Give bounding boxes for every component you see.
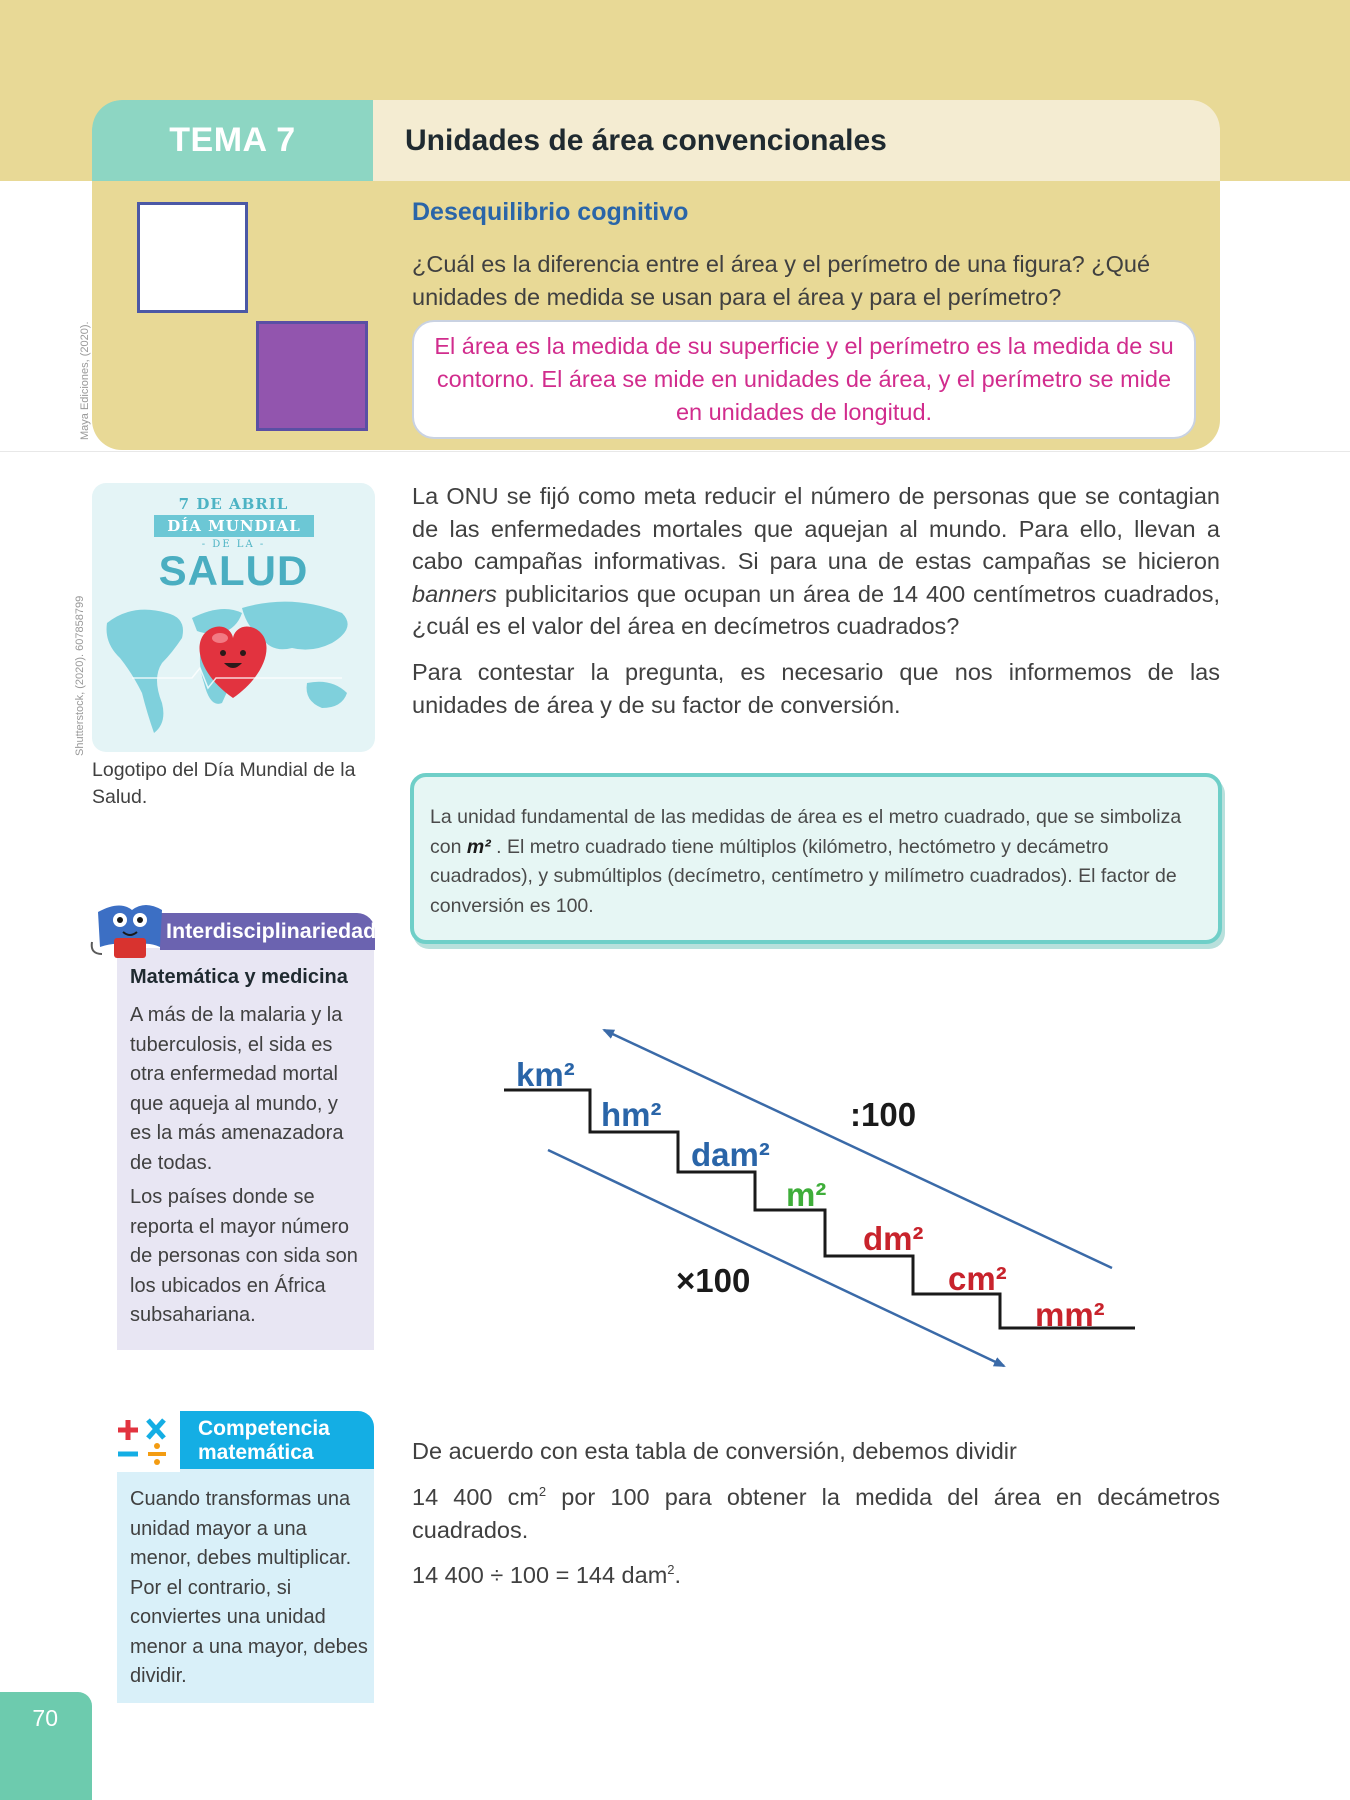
divide-arrow (604, 1030, 1112, 1268)
problem-text-part1: La ONU se fijó como meta reducir el número de personas que se contagian de las enfermedades mortales que aquejan al mundo. Para ello, llevan a cabo campañas informativas. Si para una de estas campañas se hicieron (412, 483, 1220, 574)
intro-paragraph: Para contestar la pregunta, es necesario que nos informemos de las unidades de área y de su factor de conversión. (412, 659, 1220, 718)
math-competence-title-2: matemática (198, 1441, 314, 1464)
logo-date: 7 DE ABRIL (178, 495, 289, 513)
unit-mm2: mm² (1035, 1296, 1105, 1333)
image-credit-shutterstock: Shutterstock, (2020). 607858799 (74, 595, 86, 756)
divide-label: :100 (850, 1096, 917, 1133)
page-number: 70 (32, 1705, 58, 1731)
world-map-heart-icon (92, 583, 375, 752)
unit-dam2: dam² (691, 1136, 770, 1173)
math-competence-banner (160, 1411, 374, 1469)
page-title: Unidades de área convencionales (373, 100, 1220, 181)
cognitive-question: ¿Cuál es la diferencia entre el área y el perímetro de una figura? ¿Qué unidades de medida se usan para el área y para el perímetro? (412, 251, 1151, 310)
interdisciplinary-text-2: Los países donde se reporta el mayor número de personas con sida son los ubicados en África subsahariana. (130, 1186, 358, 1326)
conclusion-calculation (412, 1559, 1220, 1592)
problem-paragraph (412, 480, 1220, 643)
multiply-label: ×100 (676, 1262, 751, 1299)
math-operations-icon (112, 1408, 180, 1472)
square-meter-symbol: m² (466, 835, 491, 858)
logo-salud: SALUD (158, 547, 309, 594)
conclusion-2-b: por 100 para obtener la medida del área en decámetros cuadrados. (412, 1484, 1220, 1543)
conclusion-3-sup: 2 (667, 1562, 675, 1578)
answer-box (412, 320, 1196, 439)
section-heading: Desequilibrio cognitivo (412, 198, 689, 226)
logo-dia-mundial: DÍA MUNDIAL (154, 515, 314, 537)
answer-text: El área es la medida de su superficie y el perímetro es la medida de su contorno. El área se mide en unidades de área, y el perímetro se mide en unidades de longitud. (434, 333, 1174, 425)
definition-box (410, 773, 1222, 944)
unit-hm2: hm² (601, 1096, 662, 1133)
definition-text-part1: La unidad fundamental de las medidas de área es el metro cuadrado, que se simboliza con (430, 806, 1182, 858)
definition-text-part2: . El metro cuadrado tiene múltiplos (kilómetro, hectómetro y decámetro cuadrados), y submúltiplos (decímetro, centímetro y milímetro cuadrados). El factor de conversión es 100. (430, 835, 1177, 917)
world-health-day-logo (92, 483, 375, 752)
image-credit-maya: Maya Ediciones, (2020). (79, 321, 91, 440)
unit-m2: m² (786, 1176, 827, 1213)
math-competence-text: Cuando transformas una unidad mayor a una menor, debes multiplicar. Por el contrario, si conviertes una unidad menor a una mayor, debes dividir. (130, 1488, 368, 1687)
interdisciplinary-banner: Interdisciplinariedad (160, 913, 375, 950)
area-units-staircase-diagram (490, 1010, 1150, 1390)
filled-square-figure (256, 321, 368, 431)
book-mascot-icon (90, 892, 168, 962)
multiply-arrow (548, 1150, 1004, 1366)
problem-text-banners: banners (412, 580, 497, 607)
section-divider (0, 451, 1350, 452)
math-competence-title-1: Competencia (198, 1417, 330, 1440)
topic-number-tab: TEMA 7 (92, 100, 373, 181)
logo-de-la: - DE LA - (201, 539, 266, 550)
conclusion-text-1: De acuerdo con esta tabla de conversión, debemos dividir (412, 1438, 1017, 1464)
conclusion-2-sup: 2 (538, 1484, 547, 1500)
interdisciplinary-text-1: A más de la malaria y la tuberculosis, el sida es otra enfermedad mortal que aqueja al mundo, y es la más amenazadora de todas. (130, 1004, 344, 1174)
conclusion-text-2 (412, 1481, 1220, 1546)
unit-km2: km² (516, 1056, 575, 1093)
conclusion-2-a: 14 400 cm (412, 1484, 539, 1510)
unit-cm2: cm² (948, 1260, 1007, 1297)
logo-caption: Logotipo del Día Mundial de la Salud. (92, 759, 356, 808)
problem-text-part2: publicitarios que ocupan un área de 14 400 centímetros cuadrados, ¿cuál es el valor del área en decímetros cuadrados? (412, 580, 1220, 639)
conclusion-3-b: . (674, 1562, 682, 1588)
conclusion-3-a: 14 400 ÷ 100 = 144 dam (412, 1562, 668, 1588)
interdisciplinary-heading: Matemática y medicina (130, 966, 348, 988)
outlined-square-figure (137, 202, 248, 313)
unit-dm2: dm² (863, 1220, 924, 1257)
